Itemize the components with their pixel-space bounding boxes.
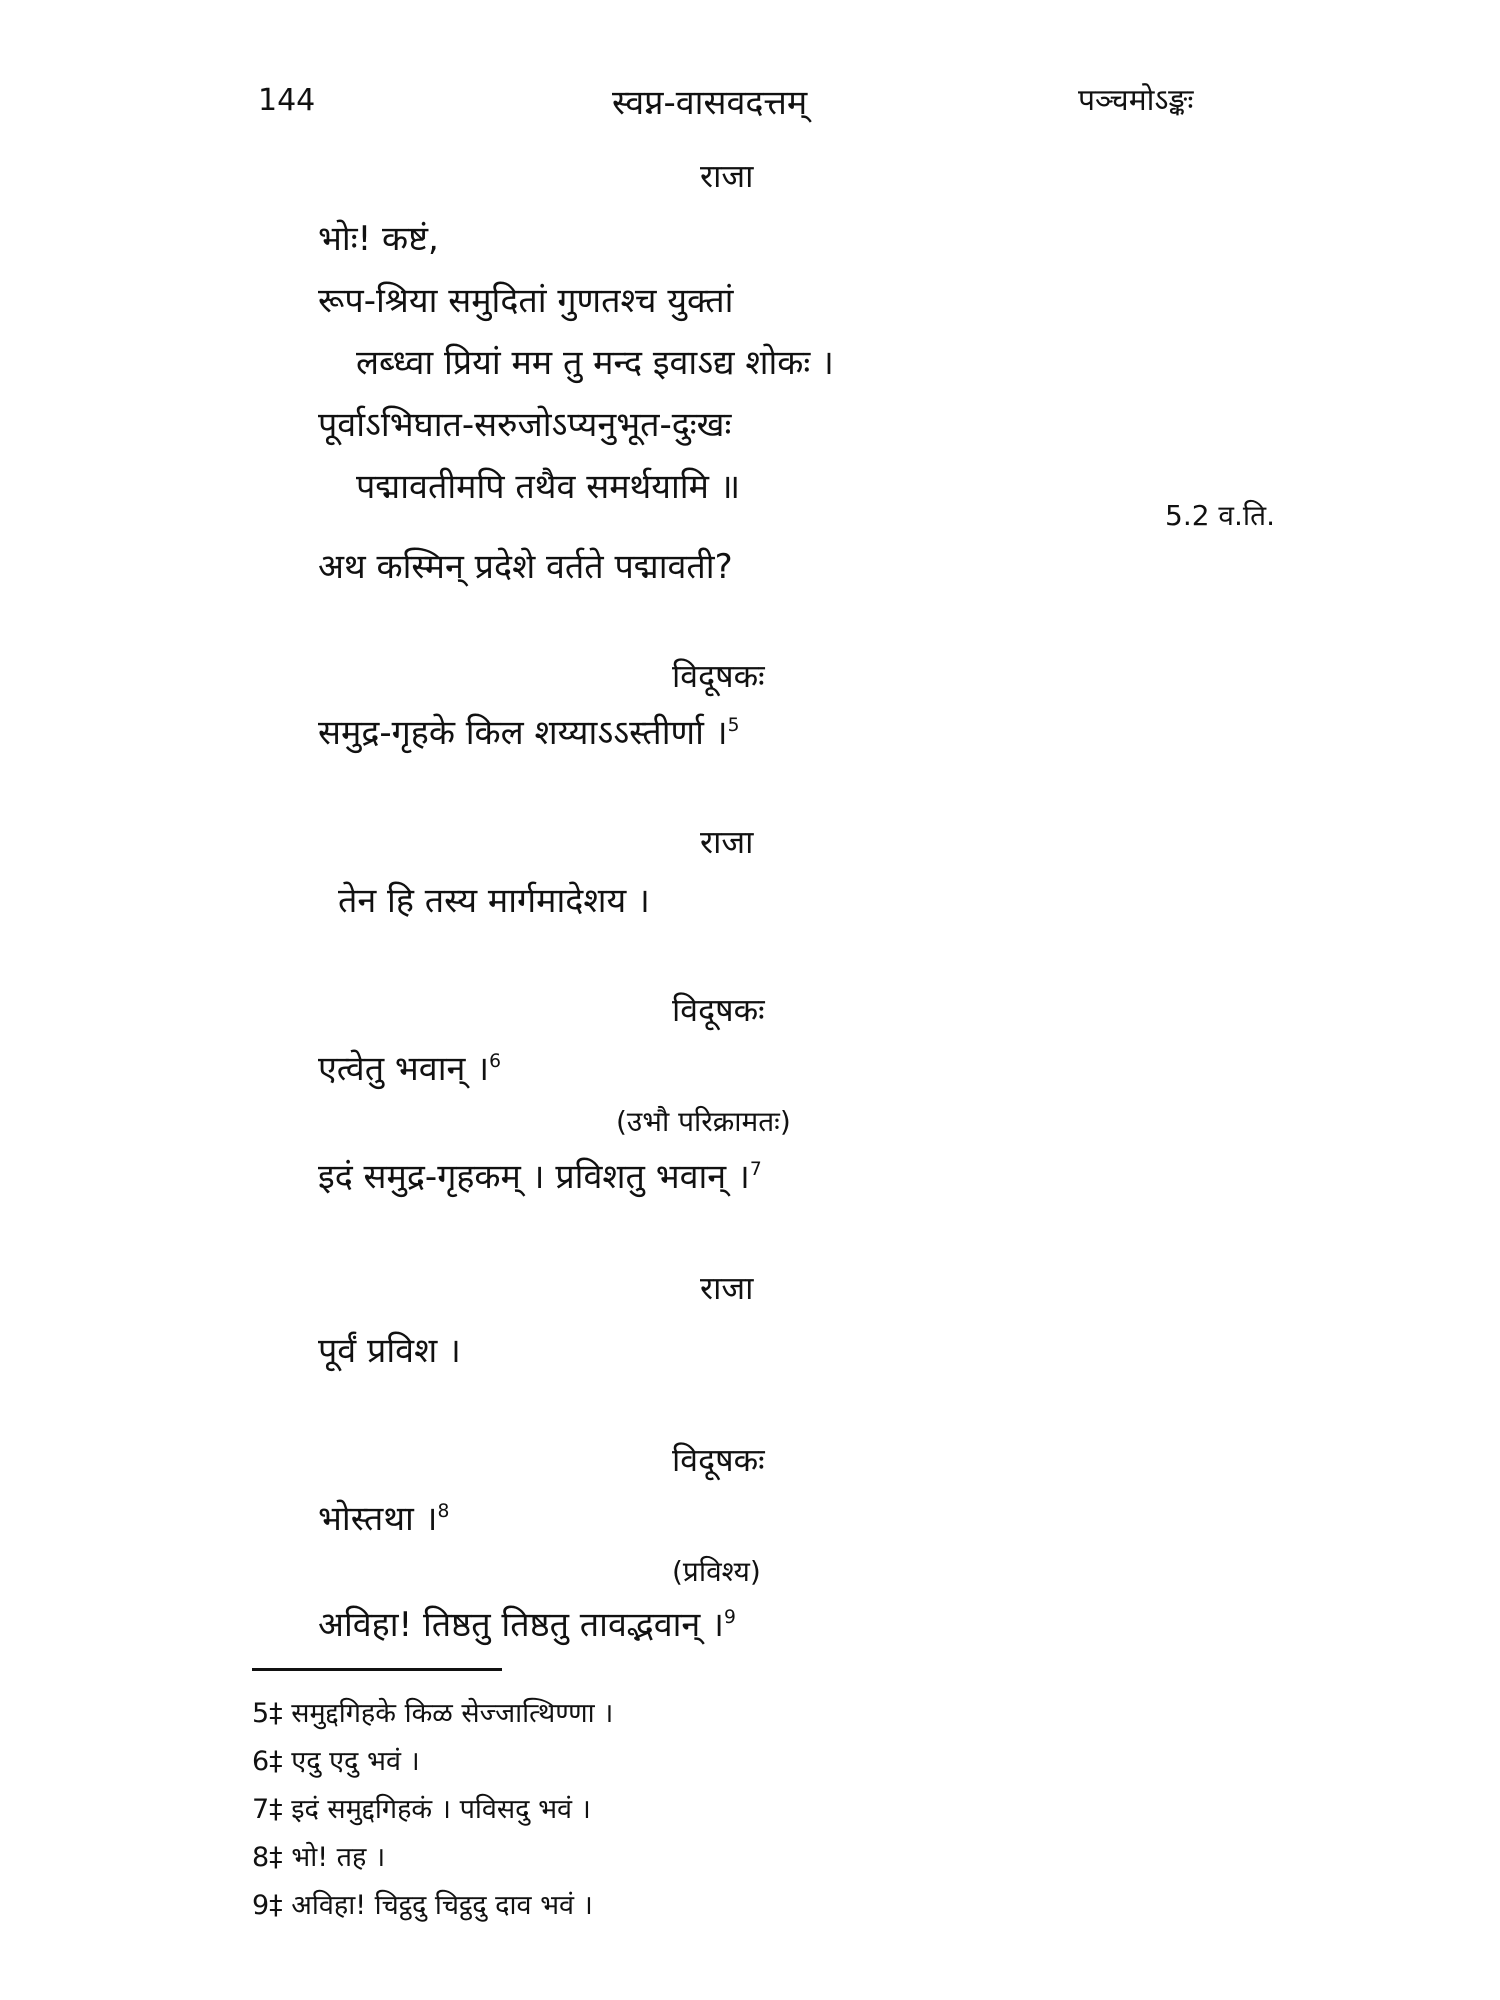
speaker-name: राजा <box>700 1269 754 1307</box>
running-title: स्वप्न-वासवदत्तम् <box>612 83 808 123</box>
verse-reference: 5.2 व.ति. <box>1165 499 1276 532</box>
speaker-name: राजा <box>700 157 754 195</box>
footnote: 6‡ एदु एदु भवं । <box>252 1746 420 1777</box>
speaker-name: विदूषकः <box>672 991 765 1029</box>
footnote-ref: 6 <box>489 1050 501 1072</box>
dialogue-line: भोस्तथा ।$^8$ <box>318 1499 450 1539</box>
dialogue-line: इदं समुद्र-गृहकम् । प्रविशतु भवान् ।$^7$ <box>318 1157 762 1197</box>
footnote-divider <box>252 1668 502 1671</box>
footnote: 7‡ इदं समुद्दगिहकं । पविसदु भवं । <box>252 1794 591 1825</box>
verse-line: लब्ध्वा प्रियां मम तु मन्द इवाऽद्य शोकः । <box>356 343 834 383</box>
footnote-ref: 5 <box>727 714 740 736</box>
footnote-ref: 8 <box>437 1500 450 1522</box>
footnote: 9‡ अविहा! चिट्ठदु चिट्ठदु दाव भवं । <box>252 1890 593 1921</box>
dialogue-line: तेन हि तस्य मार्गमादेशय । <box>338 881 650 921</box>
speaker-name: राजा <box>700 823 754 861</box>
footnote: 5‡ समुद्दगिहके किळ सेज्जात्थिण्णा । <box>252 1698 614 1729</box>
dialogue-line: एत्वेतु भवान् ।$^6$ <box>318 1049 501 1089</box>
verse-line: पूर्वाऽभिघात-सरुजोऽप्यनुभूत-दुःखः <box>318 405 732 445</box>
stage-direction: (उभौ परिक्रामतः) <box>616 1105 791 1138</box>
dialogue-line: अविहा! तिष्ठतु तिष्ठतु तावद्भवान् ।$^9$ <box>318 1605 736 1645</box>
dialogue-line: अथ कस्मिन् प्रदेशे वर्तते पद्मावती? <box>318 547 733 587</box>
footnote: 8‡ भो! तह । <box>252 1842 386 1873</box>
dialogue-line: समुद्र-गृहके किल शय्याऽऽस्तीर्णा ।$^5$ <box>318 713 740 753</box>
footnote-ref: 7 <box>749 1158 762 1180</box>
stage-direction: (प्रविश्य) <box>672 1555 761 1588</box>
page-number: 144 <box>258 83 316 118</box>
footnote-ref: 9 <box>723 1606 736 1628</box>
verse-line: रूप-श्रिया समुदितां गुणतश्च युक्तां <box>318 281 734 321</box>
act-label: पञ्चमोऽङ्कः <box>1078 83 1194 118</box>
dialogue-line: पूर्वं प्रविश । <box>318 1331 461 1371</box>
dialogue-line: भोः! कष्टं, <box>318 219 439 259</box>
verse-line: पद्मावतीमपि तथैव समर्थयामि ॥ <box>356 467 741 507</box>
speaker-name: विदूषकः <box>672 1441 765 1479</box>
speaker-name: विदूषकः <box>672 657 765 695</box>
